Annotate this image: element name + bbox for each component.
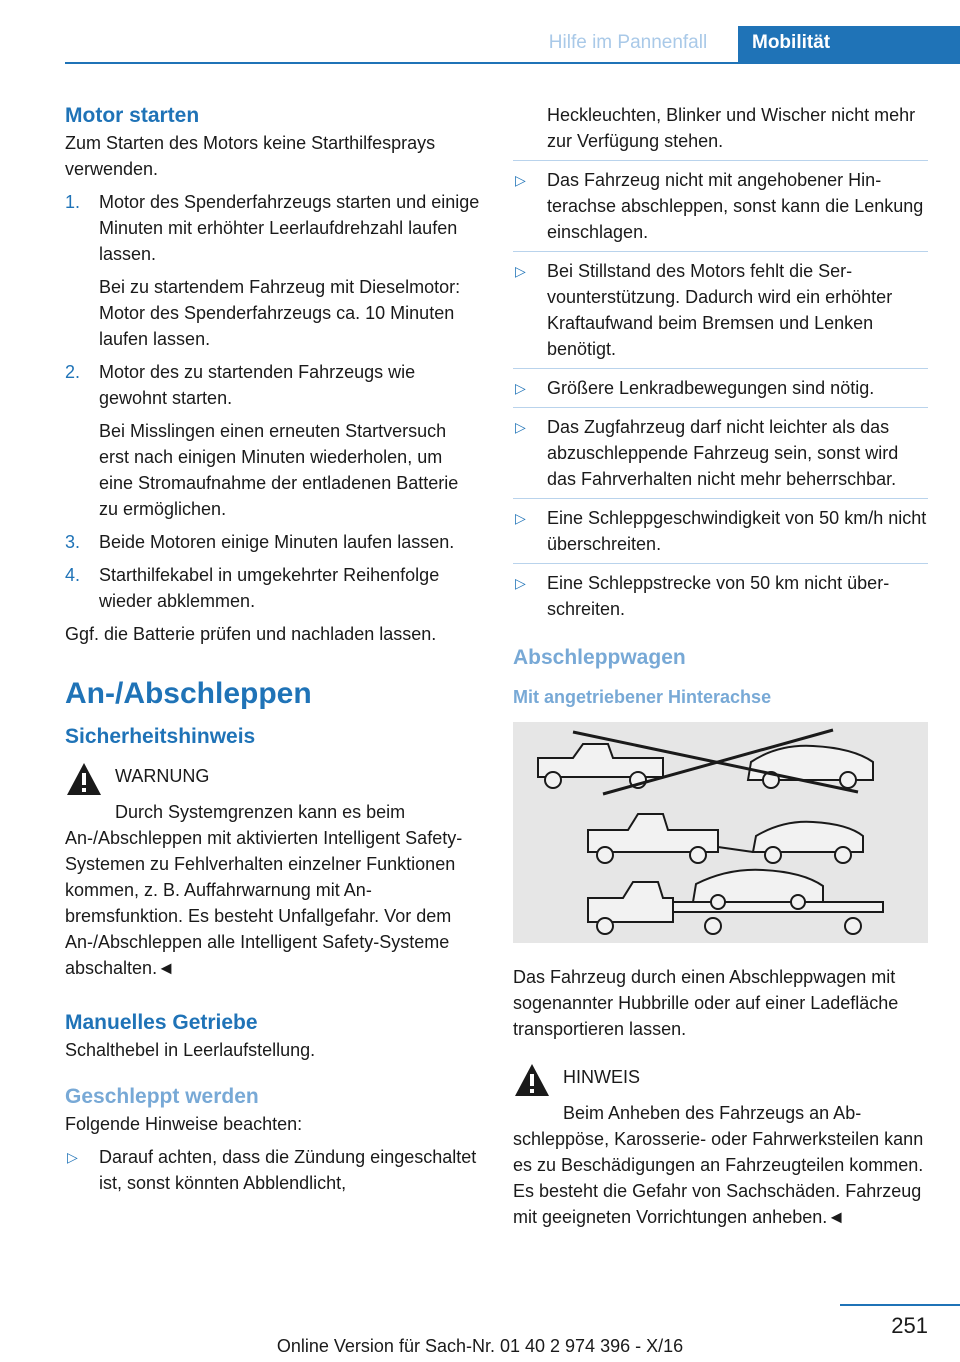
list-item bbox=[65, 529, 480, 555]
abschleppwagen-subheading: Mit angetriebener Hinterachse bbox=[513, 687, 772, 707]
list-item bbox=[65, 1144, 480, 1202]
bullet-text: Eine Schleppstrecke von 50 km nicht überschreiten. bbox=[547, 573, 890, 619]
tow-truck-illustration bbox=[513, 722, 928, 943]
list-item bbox=[65, 189, 480, 352]
bullet-text: Das Fahrzeug nicht mit angehobener Hinterachse abschleppen, sonst kann die Lenkung einschlagen. bbox=[547, 170, 924, 242]
list-item bbox=[513, 414, 928, 499]
hint-callout bbox=[513, 1060, 928, 1098]
step-text: Motor des zu startenden Fahrzeugs wie gewohnt starten. bbox=[99, 362, 416, 408]
list-item bbox=[513, 505, 928, 564]
left-column bbox=[65, 102, 480, 1208]
warning-text: Durch Systemgrenzen kann es beim An-/Abschleppen mit aktivierten Intelligent Safety-Systemen zu Fehlverhalten einzelner Funktionen kommen, z. B. Auffahrwarnung mit Anbremsfunktion. Es besteht Unfallgefahr. Vor dem An-/Abschleppen alle Intelligent Safety-Systeme abschalten.◄ bbox=[65, 802, 463, 978]
step-subtext: Bei zu startendem Fahrzeug mit Dieselmotor: Motor des Spenderfahrzeugs ca. 10 Minuten laufen lassen. bbox=[99, 277, 461, 349]
right-column bbox=[513, 102, 928, 1230]
start-steps-list bbox=[65, 189, 480, 614]
motor-starten-heading: Motor starten bbox=[65, 104, 200, 127]
triangle-bullet-icon: ▷ bbox=[67, 1149, 78, 1165]
step-number: 2. bbox=[65, 362, 81, 382]
triangle-bullet-icon: ▷ bbox=[515, 510, 526, 526]
list-item bbox=[513, 375, 928, 408]
geschleppt-werden-intro: Folgende Hinweise beachten: bbox=[65, 1114, 303, 1134]
bullet-text: Eine Schleppgeschwindigkeit von 50 km/h nicht überschreiten. bbox=[547, 508, 927, 554]
footer-rule bbox=[840, 1304, 960, 1306]
step-text: Beide Motoren einige Minuten laufen lassen. bbox=[99, 532, 455, 552]
list-item bbox=[65, 562, 480, 614]
manuelles-getriebe-heading: Manuelles Getriebe bbox=[65, 1011, 258, 1034]
header-section-tab[interactable]: Hilfe im Pannenfall bbox=[548, 32, 708, 53]
step-text: Starthilfekabel in umgekehrter Reihenfolge wieder abklemmen. bbox=[99, 565, 440, 611]
bullet-continuation: Heckleuchten, Blinker und Wischer nicht mehr zur Verfügung stehen. bbox=[547, 105, 916, 151]
warning-label: WARNUNG bbox=[115, 766, 210, 786]
warning-triangle-icon bbox=[65, 761, 103, 797]
towing-bullet-list-continued bbox=[513, 102, 928, 628]
step-number: 1. bbox=[65, 192, 81, 212]
list-item bbox=[513, 570, 928, 628]
bullet-text: Darauf achten, dass die Zündung eingeschaltet ist, sonst könnten Abblendlicht, bbox=[99, 1147, 477, 1193]
list-item bbox=[513, 258, 928, 369]
bullet-text: Das Zugfahrzeug darf nicht leichter als das abzuschleppende Fahrzeug sein, sonst wird das Fahrverhalten nicht mehr beherrschbar. bbox=[547, 417, 899, 489]
list-item bbox=[65, 359, 480, 522]
footer-online-version: Online Version für Sach-Nr. 01 40 2 974 396 - X/16 bbox=[276, 1336, 684, 1356]
triangle-bullet-icon: ▷ bbox=[515, 172, 526, 188]
triangle-bullet-icon: ▷ bbox=[515, 380, 526, 396]
step-number: 3. bbox=[65, 532, 81, 552]
sicherheitshinweis-heading: Sicherheitshinweis bbox=[65, 725, 256, 748]
triangle-bullet-icon: ▷ bbox=[515, 263, 526, 279]
hint-text: Beim Anheben des Fahrzeugs an Abschleppöse, Karosserie- oder Fahrwerksteilen kann es zu Beschädigungen an Fahrzeugteilen kommen. Es besteht die Gefahr von Sachschäden. Fahrzeug mit geeigneten Vorrichtungen anheben.◄ bbox=[513, 1103, 924, 1227]
list-item bbox=[513, 102, 928, 161]
towing-bullet-list-start bbox=[65, 1144, 480, 1202]
section-title: An-/Abschleppen bbox=[65, 677, 312, 710]
warning-triangle-icon bbox=[513, 1062, 551, 1098]
step-number: 4. bbox=[65, 565, 81, 585]
hint-label: HINWEIS bbox=[563, 1067, 641, 1087]
motor-starten-intro: Zum Starten des Motors keine Starthilfesprays verwenden. bbox=[65, 133, 436, 179]
motor-starten-outro: Ggf. die Batterie prüfen und nachladen lassen. bbox=[65, 624, 437, 644]
abschleppwagen-heading: Abschleppwagen bbox=[513, 646, 686, 669]
triangle-bullet-icon: ▷ bbox=[515, 575, 526, 591]
triangle-bullet-icon: ▷ bbox=[515, 419, 526, 435]
header-rule bbox=[65, 62, 960, 64]
bullet-text: Bei Stillstand des Motors fehlt die Servounterstützung. Dadurch wird ein erhöhter Kraftaufwand beim Bremsen und Lenken benötigt. bbox=[547, 261, 893, 359]
warning-callout bbox=[65, 759, 480, 797]
list-item bbox=[513, 167, 928, 252]
page-number: 251 bbox=[891, 1313, 928, 1338]
bullet-text: Größere Lenkradbewegungen sind nötig. bbox=[547, 378, 875, 398]
abschleppwagen-caption: Das Fahrzeug durch einen Abschleppwagen mit sogenannter Hubbrille oder auf einer Ladefläche transportieren lassen. bbox=[513, 967, 899, 1039]
step-text: Motor des Spenderfahrzeugs starten und einige Minuten mit erhöhter Leerlaufdrehzahl laufen lassen. bbox=[99, 192, 480, 264]
geschleppt-werden-heading: Geschleppt werden bbox=[65, 1085, 259, 1108]
header-chapter-tab[interactable]: Mobilität bbox=[738, 26, 960, 62]
step-subtext: Bei Misslingen einen erneuten Startversuch erst nach einigen Minuten wiederholen, um eine Stromaufnahme der entladenen Batterie zu ermöglichen. bbox=[99, 421, 459, 519]
manuelles-getriebe-text: Schalthebel in Leerlaufstellung. bbox=[65, 1040, 316, 1060]
